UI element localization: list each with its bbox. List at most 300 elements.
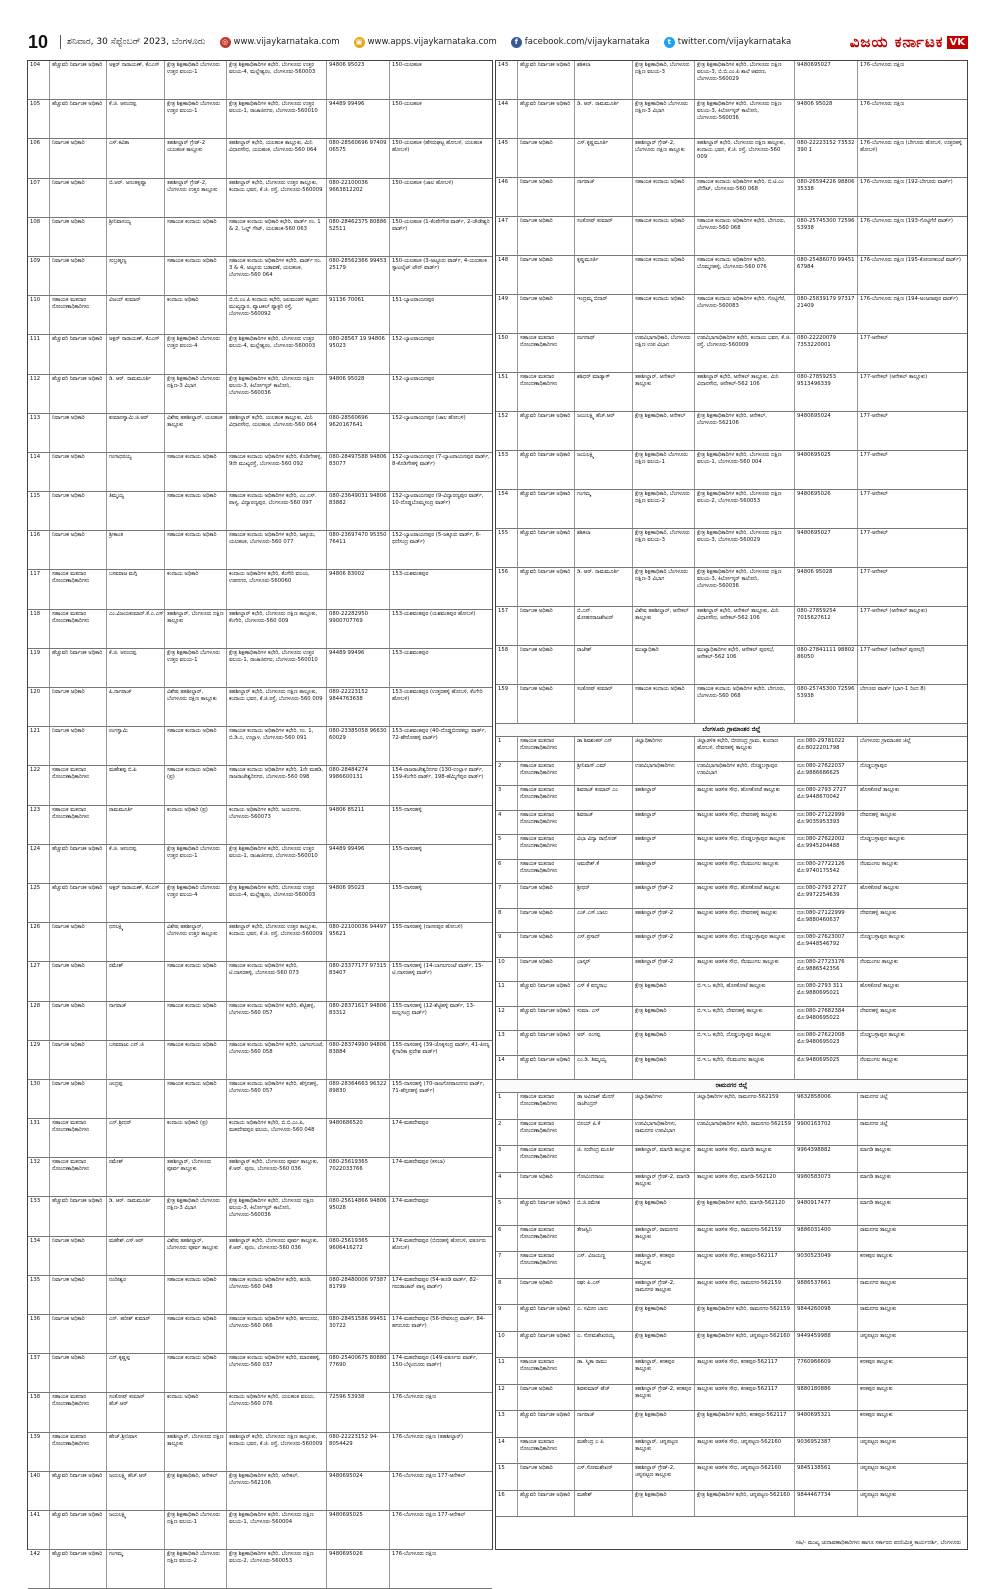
cell-phone: 9449459988 [795,1332,858,1358]
cell-office: ಕ್ಷೇತ್ರ ಶಿಕ್ಷಣಾಧಿಕಾರಿ [633,1491,695,1517]
table-row [28,1041,492,1080]
section-title-bangalore-rural: ಬೆಂಗಳೂರು ಗ್ರಾಮಾಂತರ ಜಿಲ್ಲೆ [496,724,967,737]
website-text: www.vijaykarnataka.com [233,37,340,47]
cell-office: ಕ್ಷೇತ್ರ ಶಿಕ್ಷಣಾಧಿಕಾರಿ ಬೆಂಗಳೂರು ದಕ್ಷಿಣ ವಲಯ-2 [165,1550,227,1588]
cell-office: ಜಿಲ್ಲಾಧಿಕಾರಿಗಳು [633,737,695,761]
cell-name: ಗಂಗಾಧರಯ್ಯ [107,453,165,491]
cell-post: ಸಹಾಯಕ ಮತದಾರ ನೋಂದಣಾಧಿಕಾರಿಗಳು [50,296,107,334]
cell-phone: 9844260098 [795,1305,858,1331]
cell-office: ಕಂದಾಯ ಅಧಿಕಾರಿ (ಪ್ರ) [165,1119,227,1157]
table-row [28,806,492,845]
cell-name: ಪಿ.ನಾಗರಾಜ್ [107,688,165,726]
cell-name: ಶಶಿಧರ್ ಮಾಡ್ಯಾಳ್ [575,373,633,411]
cell-post: ಸಹಾಯಕ ಮತದಾರ ನೋಂದಣಾಧಿಕಾರಿಗಳು [518,1146,575,1172]
cell-addr: ಸಹಾಯಕ ಕಂದಾಯ ಅಧಿಕಾರಿಗಳ ಕಛೇರಿ, ಟಿ.ದಾಸರಹಳ್ಳಿ, ಬೆಂಗಳೂರು-560 073 [227,962,327,1000]
cell-ward: 155-ದಾಸರಹಳ್ಳಿ [392,884,422,891]
cell-name: ತಿಮ್ಮಯ್ಯ [107,492,165,530]
cell-post: ಸಹಾಯಕ ಮತದಾರ ನೋಂದಣಾಧಿಕಾರಿಗಳು [518,835,575,859]
cell-phone: 080-22223152 73532 390 1 [795,139,858,177]
cell-office: ಕ್ಷೇತ್ರ ಶಿಕ್ಷಣಾಧಿಕಾರಿ, ಆನೇಕಲ್ [165,1472,227,1510]
cell-addr: ಸಹಾಯಕ ಕಂದಾಯ ಅಧಿಕಾರಿಗಳ ಕಛೇರಿ, ಹೆಗ್ಗನಹಳ್ಳಿ, ಬೆಂಗಳೂರು-560 057 [227,1080,327,1118]
cell-addr: ಸಹಾಯಕ ಕಂದಾಯ ಅಧಿಕಾರಿಗಳ ಕಛೇರಿ, ನಂ. 1, ಬಿ.ಡಿ.ಎ, ಉಲ್ಲಾಳ, ಬೆಂಗಳೂರು-560 091 [227,727,327,765]
cell-post: ನಿರ್ವಾಚಕ ಅಧಿಕಾರಿ [50,1237,107,1275]
table-row [28,1433,492,1472]
cell-ward: 152-ಬ್ಯಾಟರಾಯನಪುರ (9-ವಿದ್ಯಾರಣ್ಯಪುರ ವಾರ್ಡ್, 10-ದೊಡ್ಡಬೊಮ್ಮಸಂದ್ರ ವಾರ್ಡ್) [392,493,484,507]
apps-link[interactable] [354,37,497,48]
cell-addr: ಸಹಾಯಕ ಕಂದಾಯ ಅಧಿಕಾರಿಗಳ ಕಛೇರಿ, ಗೊಟ್ಟಿಗೆರೆ, ಬೆಂಗಳೂರು-560083 [695,295,795,333]
cell-no: 6 [496,1226,518,1252]
table-row [496,835,967,860]
cell-addr: ಸಹಾಯಕ ಕಂದಾಯ ಅಧಿಕಾರಿಗಳ ಕಛೇರಿ, ಬೊಮ್ಮನಹಳ್ಳಿ, ಬೆಂಗಳೂರು-560 076 [695,256,795,294]
table-row [28,688,492,727]
cell-name: ಬಿ.ಎನ್. ಮೋಹನರಾಜಶೇಖರ್ [575,607,633,645]
table-row [496,1464,967,1491]
table-row [28,531,492,570]
facebook-icon: f [511,37,522,48]
cell-ward: 153-ಯಶವಂತಪುರ [392,649,429,656]
cell-no: 137 [28,1354,50,1392]
table-row [28,257,492,296]
cell-addr: ತಾಲ್ಲೂಕು ಆಡಳಿತ ಸೌಧ, ಕನಕಪುರ-562117 [695,1385,795,1411]
cell-name: ಬಸವರಾಜ ಮಗ್ಗಿ [107,570,165,608]
table-row [28,845,492,884]
cell-no: 159 [496,685,518,723]
cell-ward: 176-ಬೆಂಗಳೂರು ದಕ್ಷಿಣ (195-ಕೋಣನಕುಂಟೆ ವಾರ್ಡ್) [860,257,961,263]
cell-post: ಹೆಚ್ಚುವರಿ ನಿರ್ವಾಚಕ ಅಧಿಕಾರಿ [518,568,575,606]
cell-ward: ಕನಕಪುರ ತಾಲ್ಲೂಕು [860,1359,893,1365]
table-row [28,962,492,1001]
table-row [496,139,967,178]
cell-post: ನಿರ್ವಾಚಕ ಅಧಿಕಾರಿ [50,257,107,295]
cell-office: ತಹಶೀಲ್ದಾರ್ ಗ್ರೇಡ್-2, ರಾಮನಗರ ತಾಲ್ಲೂಕು [633,1279,695,1305]
cell-ward: 150-ಯಲಹಂಕ (ಜಾಲ ಹೋಬಳಿ) [392,179,454,186]
cell-addr: ತಾಲ್ಲೂಕು ಆಡಳಿತ ಸೌಧ, ಚನ್ನಪಟ್ಟಣ-562160 [695,1464,795,1490]
cell-post: ಸಹಾಯಕ ಮತದಾರ ನೋಂದಣಾಧಿಕಾರಿಗಳು [518,1438,575,1464]
cell-no: 141 [28,1511,50,1549]
cell-no: 156 [496,568,518,606]
cell-post: ಹೆಚ್ಚುವರಿ ನಿರ್ವಾಚಕ ಅಧಿಕಾರಿ [518,529,575,567]
cell-office: ತಹಶೀಲ್ದಾರ್ [633,786,695,810]
cell-no: 112 [28,375,50,413]
table-row [496,958,967,983]
cell-addr: ತಹಶೀಲ್ದಾರ್ ಕಛೇರಿ, ಬೆಂಗಳೂರು ಉತ್ತರ ತಾಲ್ಲೂಕು, ಕಂದಾಯ ಭವನ, ಕೆ.ಜಿ. ರಸ್ತೆ, ಬೆಂಗಳೂರು-560009 [227,923,327,961]
cell-addr: ಕ್ಷೇತ್ರ ಶಿಕ್ಷಣಾಧಿಕಾರಿಗಳ ಕಛೇರಿ, ಮಾಗಡಿ-562120 [695,1199,795,1225]
cell-phone: 9480695026 [327,1550,390,1588]
cell-office: ಕ್ಷೇತ್ರ ಶಿಕ್ಷಣಾಧಿಕಾರಿ ಬೆಂಗಳೂರು ದಕ್ಷಿಣ ವಲಯ-1 [165,1511,227,1549]
cell-phone: 9036952387 [795,1438,858,1464]
cell-phone: 080-23377177 97315 83407 [327,962,390,1000]
cell-addr: ಕ್ಷೇತ್ರ ಶಿಕ್ಷಣಾಧಿಕಾರಿಗಳ ಕಛೇರಿ, ಬೆಂಗಳೂರು ಉತ್ತರ ವಲಯ-4, ಮಲ್ಲೇಶ್ವರಂ, ಬೆಂಗಳೂರು-560003 [227,335,327,373]
cell-office: ಉಪವಿಭಾಗಾಧಿಕಾರಿಗಳು [633,762,695,786]
cell-addr: ಕ್ಷೇತ್ರ ಶಿಕ್ಷಣಾಧಿಕಾರಿಗಳ ಕಛೇರಿ, ಬೆಂಗಳೂರು ಉತ್ತರ ವಲಯ-1, ರಾಜಾಜಿನಗರ, ಬೆಂಗಳೂರು-560010 [227,100,327,138]
divider [60,35,61,49]
cell-phone: 94806 83002 [327,570,390,608]
cell-ward: ಹೊಸಕೋಟೆ ತಾಲ್ಲೂಕು [860,787,900,793]
cell-addr: ಕ್ಷೇತ್ರ ಶಿಕ್ಷಣಾಧಿಕಾರಿಗಳ ಕಛೇರಿ, ಬೆಂಗಳೂರು ದಕ್ಷಿಣ ವಲಯ-3, ಬೆಂಗಳೂರು-560029 [695,529,795,567]
cell-name: ಶ್ರೀನಿವಾಸ್.ಎಮ್ [575,762,633,786]
cell-no: 4 [496,1173,518,1199]
cell-no: 106 [28,139,50,177]
cell-ward: 153-ಯಶವಂತಪುರ (ಯಶವಂತಪುರ ಹೋಬಳಿ) [392,610,476,617]
cell-post: ನಿರ್ವಾಚಕ ಅಧಿಕಾರಿ [50,531,107,569]
table-row [496,1252,967,1279]
cell-phone: 94806 95023 [327,61,390,99]
cell-post: ನಿರ್ವಾಚಕ ಅಧಿಕಾರಿ [518,1464,575,1490]
cell-office: ಕ್ಷೇತ್ರ ಶಿಕ್ಷಣಾಧಿಕಾರಿ ಬೆಂಗಳೂರು ಉತ್ತರ ವಲಯ-4 [165,335,227,373]
cell-no: 107 [28,179,50,217]
cell-ward: 155-ದಾಸರಹಳ್ಳಿ (14-ಬಾಗಲಗುಂಟೆ ವಾರ್ಡ್, 15-ಟಿ.ದಾಸರಹಳ್ಳಿ ವಾರ್ಡ್) [392,963,484,977]
cell-name: ಸಂತೋಷ್ ಕುಮಾರ್ ಹೆಚ್.ಆರ್ [107,1393,165,1431]
cell-no: 132 [28,1158,50,1196]
cell-name: ಮಹೇಶ್ [575,1491,633,1517]
table-row [496,1491,967,1518]
cell-no: 119 [28,649,50,687]
cell-no: 2 [496,1120,518,1146]
cell-no: 124 [28,845,50,883]
cell-no: 144 [496,100,518,138]
cell-addr: ತಹಶೀಲ್ದಾರ್ ಕಛೇರಿ, ಯಲಹಂಕ ತಾಲ್ಲೂಕು, ಮಿನಿ ವಿಧಾನಸೌಧ, ಯಲಹಂಕ, ಬೆಂಗಳೂರು-560 064 [227,139,327,177]
cell-addr: ತಹಶೀಲ್ದಾರ್ ಕಛೇರಿ, ಬೆಂಗಳೂರು ಪೂರ್ವ ತಾಲ್ಲೂಕು, ಕೆ.ಆರ್. ಪುರಂ, ಬೆಂಗಳೂರು-560 036 [227,1237,327,1275]
cell-post: ನಿರ್ವಾಚಕ ಅಧಿಕಾರಿ [50,179,107,217]
cell-phone: 080-25839179 97317 21409 [795,295,858,333]
cell-post: ಹೆಚ್ಚುವರಿ ನಿರ್ವಾಚಕ ಅಧಿಕಾರಿ [518,490,575,528]
cell-no: 113 [28,414,50,452]
cell-phone: 080-28480006 97387 81799 [327,1276,390,1314]
cell-office: ಸಹಾಯಕ ಕಂದಾಯ ಅಧಿಕಾರಿ [165,1080,227,1118]
cell-post: ಸಹಾಯಕ ಮತದಾರ ನೋಂದಣಾಧಿಕಾರಿಗಳು [518,762,575,786]
cell-post: ಹೆಚ್ಚುವರಿ ನಿರ್ವಾಚಕ ಅಧಿಕಾರಿ [518,1411,575,1437]
cell-phone: 9480695321 [795,1411,858,1437]
table-row [496,529,967,568]
cell-phone: 080-22100036 94497 95621 [327,923,390,961]
cell-office: ವಿಶೇಷ ತಹಶೀಲ್ದಾರ್, ಆನೇಕಲ್ ತಾಲ್ಲೂಕು [633,607,695,645]
twitter-icon: t [664,37,675,48]
cell-phone: 080-23649031 94806 83882 [327,492,390,530]
cell-name: ಎಸ್.ಪ್ರಸಾದ್ [575,933,633,957]
cell-no: 139 [28,1433,50,1471]
cell-post: ಹೆಚ್ಚುವರಿ ನಿರ್ವಾಚಕ ಅಧಿಕಾರಿ [518,1305,575,1331]
cell-office: ತಹಶೀಲ್ದಾರ್ [633,811,695,835]
table-row [496,178,967,217]
cell-phone: 080-28374990 94806 83884 [327,1041,390,1079]
cell-addr: ತಾಲ್ಲೂಕು ಆಡಳಿತ ಸೌಧ, ದೊಡ್ಡಬಳ್ಳಾಪುರ ತಾಲ್ಲೂಕು [695,835,795,859]
table-row [496,1173,967,1200]
cell-addr: ಬಿ.ಇ.ಒ ಕಛೇರಿ, ನೆಲಮಂಗಲ ತಾಲ್ಲೂಕು [695,1056,795,1080]
table-row [496,1279,967,1306]
cell-no: 127 [28,962,50,1000]
cell-phone: ದೂ:080-27682384 ಮೊ:9480695022 [795,1007,858,1031]
cell-office: ತಹಶೀಲ್ದಾರ್, ರಾಮನಗರ ತಾಲ್ಲೂಕು [633,1226,695,1252]
cell-office: ಕ್ಷೇತ್ರ ಶಿಕ್ಷಣಾಧಿಕಾರಿ ಬೆಂಗಳೂರು ದಕ್ಷಿಣ-3 ವಿಭಾಗ [633,568,695,606]
cell-ward: 152-ಬ್ಯಾಟರಾಯನಪುರ (5-ಜಕ್ಕೂರು ವಾರ್ಡ್, 6-ಥಣಿಸಂದ್ರ ವಾರ್ಡ್) [392,532,481,546]
cell-post: ಹೆಚ್ಚುವರಿ ನಿರ್ವಾಚಕ ಅಧಿಕಾರಿ [50,1511,107,1549]
cell-office: ಕಂದಾಯ ಅಧಿಕಾರಿ [165,1393,227,1431]
cell-phone: 94806 95028 [795,100,858,138]
table-row [496,762,967,787]
table-row [496,737,967,762]
cell-addr: ಕ್ಷೇತ್ರ ಶಿಕ್ಷಣಾಧಿಕಾರಿಗಳ ಕಛೇರಿ, ಬೆಂಗಳೂರು ದಕ್ಷಿಣ ವಲಯ-3, ಬಿ.ಬಿ.ಎಂ.ಪಿ ಶಾಲೆ ಆವರಣ, ಬೆಂಗಳೂರು-560029 [695,61,795,99]
cell-name: ಎಸ್.ಸೋಮಶೇಖರ್ [575,1464,633,1490]
cell-no: 116 [28,531,50,569]
website-link[interactable] [220,37,340,48]
cell-ward: 155-ದಾಸರಹಳ್ಳಿ (12-ಶೆಟ್ಟಿಹಳ್ಳಿ ವಾರ್ಡ್, 13-ಮಲ್ಲಸಂದ್ರ ವಾರ್ಡ್) [392,1002,475,1016]
cell-post: ನಿರ್ವಾಚಕ ಅಧಿಕಾರಿ [518,1173,575,1199]
cell-addr: ಸಹಾಯಕ ಕಂದಾಯ ಅಧಿಕಾರಿಗಳ ಕಛೇರಿ, ಬಾಗಲಗುಂಟೆ, ಬೆಂಗಳೂರು-560 058 [227,1041,327,1079]
cell-office: ಸಹಾಯಕ ಕಂದಾಯ ಅಧಿಕಾರಿ [165,1354,227,1392]
table-row [496,1305,967,1332]
cell-ward: 176-ಬೆಂಗಳೂರು ದಕ್ಷಿಣ (193-ಗೊಟ್ಟಿಗೆರೆ ವಾರ್ಡ್) [860,218,953,224]
cell-phone: ದೂ:080-27623007 ಮೊ:9448546792 [795,933,858,957]
cell-phone: 080-22220079 7353220001 [795,334,858,372]
cell-addr: ಕ್ಷೇತ್ರ ಶಿಕ್ಷಣಾಧಿಕಾರಿಗಳ ಕಛೇರಿ, ಚನ್ನಪಟ್ಟಣ-562160 [695,1332,795,1358]
cell-name: ರಮೇಶ್ [107,962,165,1000]
table-row [28,1119,492,1158]
cell-name: ಜಯಲಕ್ಷ್ಮಿ ಹೆಚ್.ಆರ್ [107,1472,165,1510]
cell-name: ಎನ್.ಕೃಷ್ಣಪ್ಪ [107,1354,165,1392]
cell-ward: 177-ಆನೇಕಲ್ [860,530,888,536]
cell-name: ಅಮರೇಶ್.ಕೆ [575,860,633,884]
cell-office: ಕ್ಷೇತ್ರ ಶಿಕ್ಷಣಾಧಿಕಾರಿ, ಆನೇಕಲ್ [633,412,695,450]
cell-addr: ತಹಶೀಲ್ದಾರ್ ಕಛೇರಿ, ಬೆಂಗಳೂರು ದಕ್ಷಿಣ ತಾಲ್ಲೂಕು, ಕಂದಾಯ ಭವನ, ಕೆ.ಜಿ. ರಸ್ತೆ, ಬೆಂಗಳೂರು-560009 [227,1433,327,1471]
cell-office: ಕ್ಷೇತ್ರ ಶಿಕ್ಷಣಾಧಿಕಾರಿ [633,982,695,1006]
cell-ward: ಹೊಸಕೋಟೆ ತಾಲ್ಲೂಕು [860,983,900,989]
cell-ward: ಚನ್ನಪಟ್ಟಣ ತಾಲ್ಲೂಕು [860,1438,897,1445]
cell-ward: ಮಾಗಡಿ ತಾಲ್ಲೂಕು [860,1200,891,1206]
cell-addr: ಕ್ಷೇತ್ರ ಶಿಕ್ಷಣಾಧಿಕಾರಿಗಳ ಕಛೇರಿ, ಕನಕಪುರ-562117 [695,1411,795,1437]
cell-post: ಸಹಾಯಕ ಮತದಾರ ನೋಂದಣಾಧಿಕಾರಿಗಳು [518,1358,575,1384]
table-row [28,492,492,531]
cell-ward: 150-ಯಲಹಂಕ (ಹೆಸರುಘಟ್ಟ ಹೋಬಳಿ, ಯಲಹಂಕ ಹೋಬಳಿ) [392,140,483,154]
cell-addr: ತಾಲ್ಲೂಕು ಆಡಳಿತ ಸೌಧ, ನೆಲಮಂಗಲ ತಾಲ್ಲೂಕು [695,958,795,982]
cell-office: ಕ್ಷೇತ್ರ ಶಿಕ್ಷಣಾಧಿಕಾರಿ ಬೆಂಗಳೂರು ಉತ್ತರ ವಲಯ-1 [165,100,227,138]
cell-office: ಸಹಾಯಕ ಕಂದಾಯ ಅಧಿಕಾರಿ (ಪ್ರ) [165,766,227,804]
cell-post: ನಿರ್ವಾಚಕ ಅಧಿಕಾರಿ [50,218,107,256]
issue-date: ಶನಿವಾರ, 30 ಸೆಪ್ಟೆಂಬರ್ 2023, ಬೆಂಗಳೂರು [67,37,206,47]
table-row [496,1093,967,1120]
cell-office: ತಹಶೀಲ್ದಾರ್ ಗ್ರೇಡ್-2 [633,958,695,982]
cell-phone: ದೂ:080-29781022 ಮೊ:8022201798 [795,737,858,761]
cell-ward: ರಾಮನಗರ ತಾಲ್ಲೂಕು [860,1306,897,1312]
cell-no: 126 [28,923,50,961]
cell-office: ಕ್ಷೇತ್ರ ಶಿಕ್ಷಣಾಧಿಕಾರಿ ಬೆಂಗಳೂರು ಉತ್ತರ ವಲಯ-1 [165,61,227,99]
cell-no: 135 [28,1276,50,1314]
cell-post: ನಿರ್ವಾಚಕ ಅಧಿಕಾರಿ [50,139,107,177]
cell-addr: ಉಪವಿಭಾಗಾಧಿಕಾರಿಗಳ ಕಛೇರಿ, ದೊಡ್ಡಬಳ್ಳಾಪುರ ಉಪವಿಭಾಗ [695,762,795,786]
cell-name: ಕುಮಾರಸ್ವಾಮಿ.ಜಿ.ಆರ್ [107,414,165,452]
cell-post: ಹೆಚ್ಚುವರಿ ನಿರ್ವಾಚಕ ಅಧಿಕಾರಿ [50,375,107,413]
cell-name: ಡಾ ಶಿವಶಂಕರ್ ಎನ್ [575,737,633,761]
left-table [27,60,493,1565]
cell-phone: ದೂ:080-27622008 ಮೊ:9480695023 [795,1031,858,1055]
cell-name: ಧನಲಕ್ಷ್ಮಿ [107,923,165,961]
cell-post: ಹೆಚ್ಚುವರಿ ನಿರ್ವಾಚಕ ಅಧಿಕಾರಿ [518,1332,575,1358]
cell-office: ಉಪವಿಭಾಗಾಧಿಕಾರಿಗಳು, ರಾಮನಗರ ಉಪವಿಭಾಗ [633,1120,695,1146]
cell-ward: 150-ಯಲಹಂಕ (3-ಅಟ್ಟೂರು ವಾರ್ಡ್, 4-ಯಲಹಂಕ ಸ್ಯಾಟಲೈಟ್ ಟೌನ್ ವಾರ್ಡ್) [392,257,487,271]
cell-name: ಎನ್.ಶ್ರೀಧರ್ [107,1119,165,1157]
cell-addr: ಕ್ಷೇತ್ರ ಶಿಕ್ಷಣಾಧಿಕಾರಿಗಳ ಕಛೇರಿ, ಬೆಂಗಳೂರು ಉತ್ತರ ವಲಯ-4, ಮಲ್ಲೇಶ್ವರಂ, ಬೆಂಗಳೂರು-560003 [227,61,327,99]
cell-addr: ತಾಲ್ಲೂಕು ಆಡಳಿತ ಸೌಧ, ದೇವನಹಳ್ಳಿ ತಾಲ್ಲೂಕು [695,811,795,835]
cell-addr: ಕ್ಷೇತ್ರ ಶಿಕ್ಷಣಾಧಿಕಾರಿಗಳ ಕಛೇರಿ, ಚನ್ನಪಟ್ಟಣ-562160 [695,1491,795,1517]
cell-post: ನಿರ್ವಾಚಕ ಅಧಿಕಾರಿ [50,492,107,530]
cell-addr: ತಾಲ್ಲೂಕು ಆಡಳಿತ ಸೌಧ, ಕನಕಪುರ-562117 [695,1358,795,1384]
cell-ward: 174-ಮಹದೇವಪುರ [392,1198,429,1205]
cell-ward: 177-ಆನೇಕಲ್ [860,452,888,458]
cell-office: ತಹಶೀಲ್ದಾರ್, ಬೆಂಗಳೂರು ಪೂರ್ವ ತಾಲ್ಲೂಕು [165,1158,227,1196]
cell-no: 13 [496,1411,518,1437]
cell-name: ಸಂತೋಷ್ ಕುಮಾರ್ [575,685,633,723]
cell-phone: 9480695027 [795,529,858,567]
table-row [496,933,967,958]
twitter-text: twitter.com/vijaykarnataka [677,37,792,47]
cell-addr: ಕ್ಷೇತ್ರ ಶಿಕ್ಷಣಾಧಿಕಾರಿಗಳ ಕಛೇರಿ, ಆನೇಕಲ್, ಬೆಂಗಳೂರು-562106 [695,412,795,450]
cell-office: ತಹಶೀಲ್ದಾರ್ [633,860,695,884]
table-row [28,1354,492,1393]
cell-no: 3 [496,786,518,810]
cell-no: 5 [496,1199,518,1225]
cell-no: 1 [496,1093,518,1119]
cell-name: ಜಯಲಕ್ಷ್ಮಿ [107,1511,165,1549]
cell-phone: 94489 99496 [327,845,390,883]
cell-name: ಅಕ್ಷರ್ ನಾರಾಯಣ್, ಕೆಎಎಸ್ [107,884,165,922]
bangalore-rural-rows [496,737,967,1080]
cell-ward: ರಾಮನಗರ ಜಿಲ್ಲೆ [860,1120,888,1127]
table-row [496,607,967,646]
cell-phone: 080-25400675 80880 77690 [327,1354,390,1392]
cell-no: 14 [496,1438,518,1464]
cell-addr: ಕ್ಷೇತ್ರ ಶಿಕ್ಷಣಾಧಿಕಾರಿಗಳ ಕಛೇರಿ, ಬೆಂಗಳೂರು ದಕ್ಷಿಣ ವಲಯ-2, ಬೆಂಗಳೂರು-560053 [695,490,795,528]
cell-post: ಹೆಚ್ಚುವರಿ ನಿರ್ವಾಚಕ ಅಧಿಕಾರಿ [518,1491,575,1517]
cell-name: ತೇಜಸ್ವಿನಿ [575,1226,633,1252]
cell-name: ಡಾ. ಸ್ಮಿತಾ ರಾಮು [575,1358,633,1384]
cell-ward: ಬೇಗೂರು ವಾರ್ಡ್ (ಭಾಗ-1 ರಿಂದ 8) [860,686,926,692]
cell-no: 134 [28,1237,50,1275]
cell-ward: 177-ಆನೇಕಲ್ [860,413,888,419]
table-row [28,1080,492,1119]
cell-phone: 080-26594226 98806 35338 [795,178,858,216]
cell-phone: 080-23385058 96630 60029 [327,727,390,765]
cell-ward: 177-ಆನೇಕಲ್ [860,491,888,497]
cell-office: ಸಹಾಯಕ ಕಂದಾಯ ಅಧಿಕಾರಿ [165,492,227,530]
cell-post: ನಿರ್ವಾಚಕ ಅಧಿಕಾರಿ [50,727,107,765]
cell-name: ಬಿ.ಆರ್. ಅನಂತಕೃಷ್ಣಾ [107,179,165,217]
table-row [496,1438,967,1465]
cell-phone: 080-28451586 99451 30722 [327,1315,390,1353]
table-row [28,923,492,962]
footnote: ಸಹಿ/- ಮುಖ್ಯ ಚುನಾವಣಾಧಿಕಾರಿಗಳು ಹಾಗೂ ಸರ್ಕಾರದ ಪದನಿಮಿತ್ತ ಕಾರ್ಯದರ್ಶಿ, ಬೆಂಗಳೂರು [795,1540,961,1546]
table-row [496,100,967,139]
cell-name: ರಾಜೇಶ್ [575,646,633,684]
cell-name: ಶಶಿಕಲಾ [575,61,633,99]
cell-post: ಸಹಾಯಕ ಮತದಾರ ನೋಂದಣಾಧಿಕಾರಿಗಳು [50,610,107,648]
cell-ward: ಮಾಗಡಿ ತಾಲ್ಲೂಕು [860,1173,891,1180]
cell-addr: ತಾಲ್ಲೂಕು ಆಡಳಿತ ಸೌಧ, ರಾಮನಗರ-562159 [695,1226,795,1252]
cell-phone: 94489 99496 [327,100,390,138]
cell-post: ಸಹಾಯಕ ಮತದಾರ ನೋಂದಣಾಧಿಕಾರಿಗಳು [518,373,575,411]
app-icon: ▣ [354,37,365,48]
cell-ward: 176-ಬೆಂಗಳೂರು ದಕ್ಷಿಣ [860,101,904,107]
table-row [496,1199,967,1226]
facebook-link[interactable] [511,37,650,48]
cell-ward: ದೊಡ್ಡಬಳ್ಳಾಪುರ ತಾಲ್ಲೂಕು [860,934,905,940]
cell-addr: ಸಹಾಯಕ ಕಂದಾಯ ಅಧಿಕಾರಿ ಕಛೇರಿ, ವಾರ್ಡ್ ನಂ. 1 & 2, ಓಲ್ಡ್ ಗೇಟ್, ಯಲಹಂಕ-560 063 [227,218,327,256]
cell-addr: ಕ್ಷೇತ್ರ ಶಿಕ್ಷಣಾಧಿಕಾರಿಗಳ ಕಛೇರಿ, ಬೆಂಗಳೂರು ದಕ್ಷಿಣ ವಲಯ-3, ಕಿರ್ಲೋಸ್ಕರ್ ಕಾಲೋನಿ, ಬೆಂಗಳೂರು-560036 [227,375,327,413]
table-row [496,1007,967,1032]
cell-addr: ಸಹಾಯಕ ಕಂದಾಯ ಅಧಿಕಾರಿಗಳ ಕಛೇರಿ, ಎಂ.ಎಸ್. ಪಾಳ್ಯ, ವಿದ್ಯಾರಣ್ಯಪುರ, ಬೆಂಗಳೂರು-560 097 [227,492,327,530]
cell-no: 4 [496,811,518,835]
cell-office: ತಹಶೀಲ್ದಾರ್, ಬೆಂಗಳೂರು ದಕ್ಷಿಣ ತಾಲ್ಲೂಕು [165,1433,227,1471]
cell-post: ನಿರ್ವಾಚಕ ಅಧಿಕಾರಿ [518,884,575,908]
cell-name: ಡಿ. ಆರ್. ರಾಮಮೂರ್ತಿ [575,100,633,138]
cell-name: ಶಿವಕುಮಾರ್ ಹೆಚ್ [575,1385,633,1411]
cell-no: 138 [28,1393,50,1431]
cell-addr: ಕ್ಷೇತ್ರ ಶಿಕ್ಷಣಾಧಿಕಾರಿಗಳ ಕಛೇರಿ, ಬೆಂಗಳೂರು ದಕ್ಷಿಣ ವಲಯ-3, ಕಿರ್ಲೋಸ್ಕರ್ ಕಾಲೋನಿ, ಬೆಂಗಳೂರು-560036 [695,568,795,606]
cell-no: 143 [496,61,518,99]
cell-office: ಸಹಾಯಕ ಕಂದಾಯ ಅಧಿಕಾರಿ [165,218,227,256]
cell-office: ಕ್ಷೇತ್ರ ಶಿಕ್ಷಣಾಧಿಕಾರಿ [633,1056,695,1080]
cell-post: ನಿರ್ವಾಚಕ ಅಧಿಕಾರಿ [518,256,575,294]
cell-ward: 152-ಬ್ಯಾಟರಾಯನಪುರ (7-ಬ್ಯಾಟರಾಯನಪುರ ವಾರ್ಡ್, 8-ಕೊಡಿಗೇಹಳ್ಳಿ ವಾರ್ಡ್) [392,453,490,467]
cell-addr: ಕ್ಷೇತ್ರ ಶಿಕ್ಷಣಾಧಿಕಾರಿಗಳ ಕಛೇರಿ, ಬೆಂಗಳೂರು ದಕ್ಷಿಣ ವಲಯ-1, ಬೆಂಗಳೂರು-560 004 [695,451,795,489]
cell-name: ಎ. ಸಮೀನ ಬಾನು [575,1305,633,1331]
cell-name: ನಾಗರಾಜ್ [107,1002,165,1040]
cell-office: ಸಹಾಯಕ ಕಂದಾಯ ಅಧಿಕಾರಿ [633,295,695,333]
cell-name: ಮಹೇಶ್.ಎಸ್.ಆರ್ [107,1237,165,1275]
cell-addr: ಕಂದಾಯ ಅಧಿಕಾರಿಗಳ ಕಛೇರಿ, ಜಯನಗರ, ಬೆಂಗಳೂರು-560073 [227,806,327,844]
cell-post: ನಿರ್ವಾಚಕ ಅಧಿಕಾರಿ [518,139,575,177]
cell-addr: ಕ್ಷೇತ್ರ ಶಿಕ್ಷಣಾಧಿಕಾರಿಗಳ ಕಛೇರಿ, ಬೆಂಗಳೂರು ಉತ್ತರ ವಲಯ-4, ಮಲ್ಲೇಶ್ವರಂ, ಬೆಂಗಳೂರು-560003 [227,884,327,922]
cell-no: 7 [496,884,518,908]
cell-post: ಹೆಚ್ಚುವರಿ ನಿರ್ವಾಚಕ ಅಧಿಕಾರಿ [518,1031,575,1055]
cell-name: ಶ್ರೀಕಾಂತ [107,531,165,569]
cell-no: 147 [496,217,518,255]
cell-addr: ಉಪವಿಭಾಗಾಧಿಕಾರಿಗಳ ಕಛೇರಿ, ಕಂದಾಯ ಭವನ, ಕೆ.ಜಿ. ರಸ್ತೆ, ಬೆಂಗಳೂರು-560009 [695,334,795,372]
cell-addr: ಸಹಾಯಕ ಕಂದಾಯ ಅಧಿಕಾರಿಗಳ ಕಛೇರಿ, ಬಿ.ಟಿ.ಎಂ ಲೇಔಟ್, ಬೆಂಗಳೂರು-560 068 [695,178,795,216]
cell-addr: ಸಹಾಯಕ ಕಂದಾಯ ಅಧಿಕಾರಿಗಳ ಕಛೇರಿ, ಬೇಗೂರು, ಬೆಂಗಳೂರು-560 068 [695,685,795,723]
cell-post: ಹೆಚ್ಚುವರಿ ನಿರ್ವಾಚಕ ಅಧಿಕಾರಿ [50,1197,107,1235]
cell-name: ರಂಗನಾಥ್ [575,334,633,372]
cell-office: ಕ್ಷೇತ್ರ ಶಿಕ್ಷಣಾಧಿಕಾರಿ, ಬೆಂಗಳೂರು ದಕ್ಷಿಣ ವಲಯ-3 [633,529,695,567]
cell-post: ನಿರ್ವಾಚಕ ಅಧಿಕಾರಿ [50,1080,107,1118]
cell-addr: ತಹಶೀಲ್ದಾರ್ ಕಛೇರಿ, ಬೆಂಗಳೂರು ದಕ್ಷಿಣ ತಾಲ್ಲೂಕು, ಕಂದಾಯ ಭವನ, ಕೆ.ಜಿ.ರಸ್ತೆ, ಬೆಂಗಳೂರು-560 009 [227,688,327,726]
table-row [496,982,967,1007]
table-row [496,373,967,412]
cell-addr: ಕ್ಷೇತ್ರ ಶಿಕ್ಷಣಾಧಿಕಾರಿಗಳ ಕಛೇರಿ, ರಾಮನಗರ-562159 [695,1305,795,1331]
cell-post: ಸಹಾಯಕ ಮತದಾರ ನೋಂದಣಾಧಿಕಾರಿಗಳು [518,1252,575,1278]
cell-no: 114 [28,453,50,491]
cell-office: ಸಹಾಯಕ ಕಂದಾಯ ಅಧಿಕಾರಿ [633,685,695,723]
cell-no: 105 [28,100,50,138]
cell-phone: 9480686520 [327,1119,390,1157]
cell-ward: 177-ಆನೇಕಲ್ (ಆನೇಕಲ್ ಪುರಸಭೆ) [860,647,925,653]
table-row [28,139,492,178]
cell-no: 8 [496,909,518,933]
table-row [28,649,492,688]
cell-addr: ಸಹಾಯಕ ಕಂದಾಯ ಅಧಿಕಾರಿಗಳ ಕಛೇರಿ, ಹಗದೂರು, ಬೆಂಗಳೂರು-560 066 [227,1315,327,1353]
cell-ward: 152-ಬ್ಯಾಟರಾಯನಪುರ [392,336,435,343]
cell-no: 15 [496,1464,518,1490]
cell-name: ಬಿನಯ್ ಪಿ.ಕೆ [575,1120,633,1146]
table-row [28,1197,492,1236]
cell-phone: 9632858006 [795,1093,858,1119]
cell-name: ಇಂದ್ರಮ್ಮ ಬಿದಾರ್ [575,295,633,333]
cell-name: ವಿಜಯ್ ಕುಮಾರ್ [107,296,165,334]
twitter-link[interactable] [664,37,791,48]
cell-addr: ತಾಲ್ಲೂಕು ಆಡಳಿತ ಸೌಧ, ನೆಲಮಂಗಲ ತಾಲ್ಲೂಕು [695,860,795,884]
cell-name: ಹೇಚ್.ಶ್ರೀನಿವಾಸ [107,1433,165,1471]
cell-phone: 080-28364663 96322 89830 [327,1080,390,1118]
masthead [28,30,968,54]
table-row [28,218,492,257]
